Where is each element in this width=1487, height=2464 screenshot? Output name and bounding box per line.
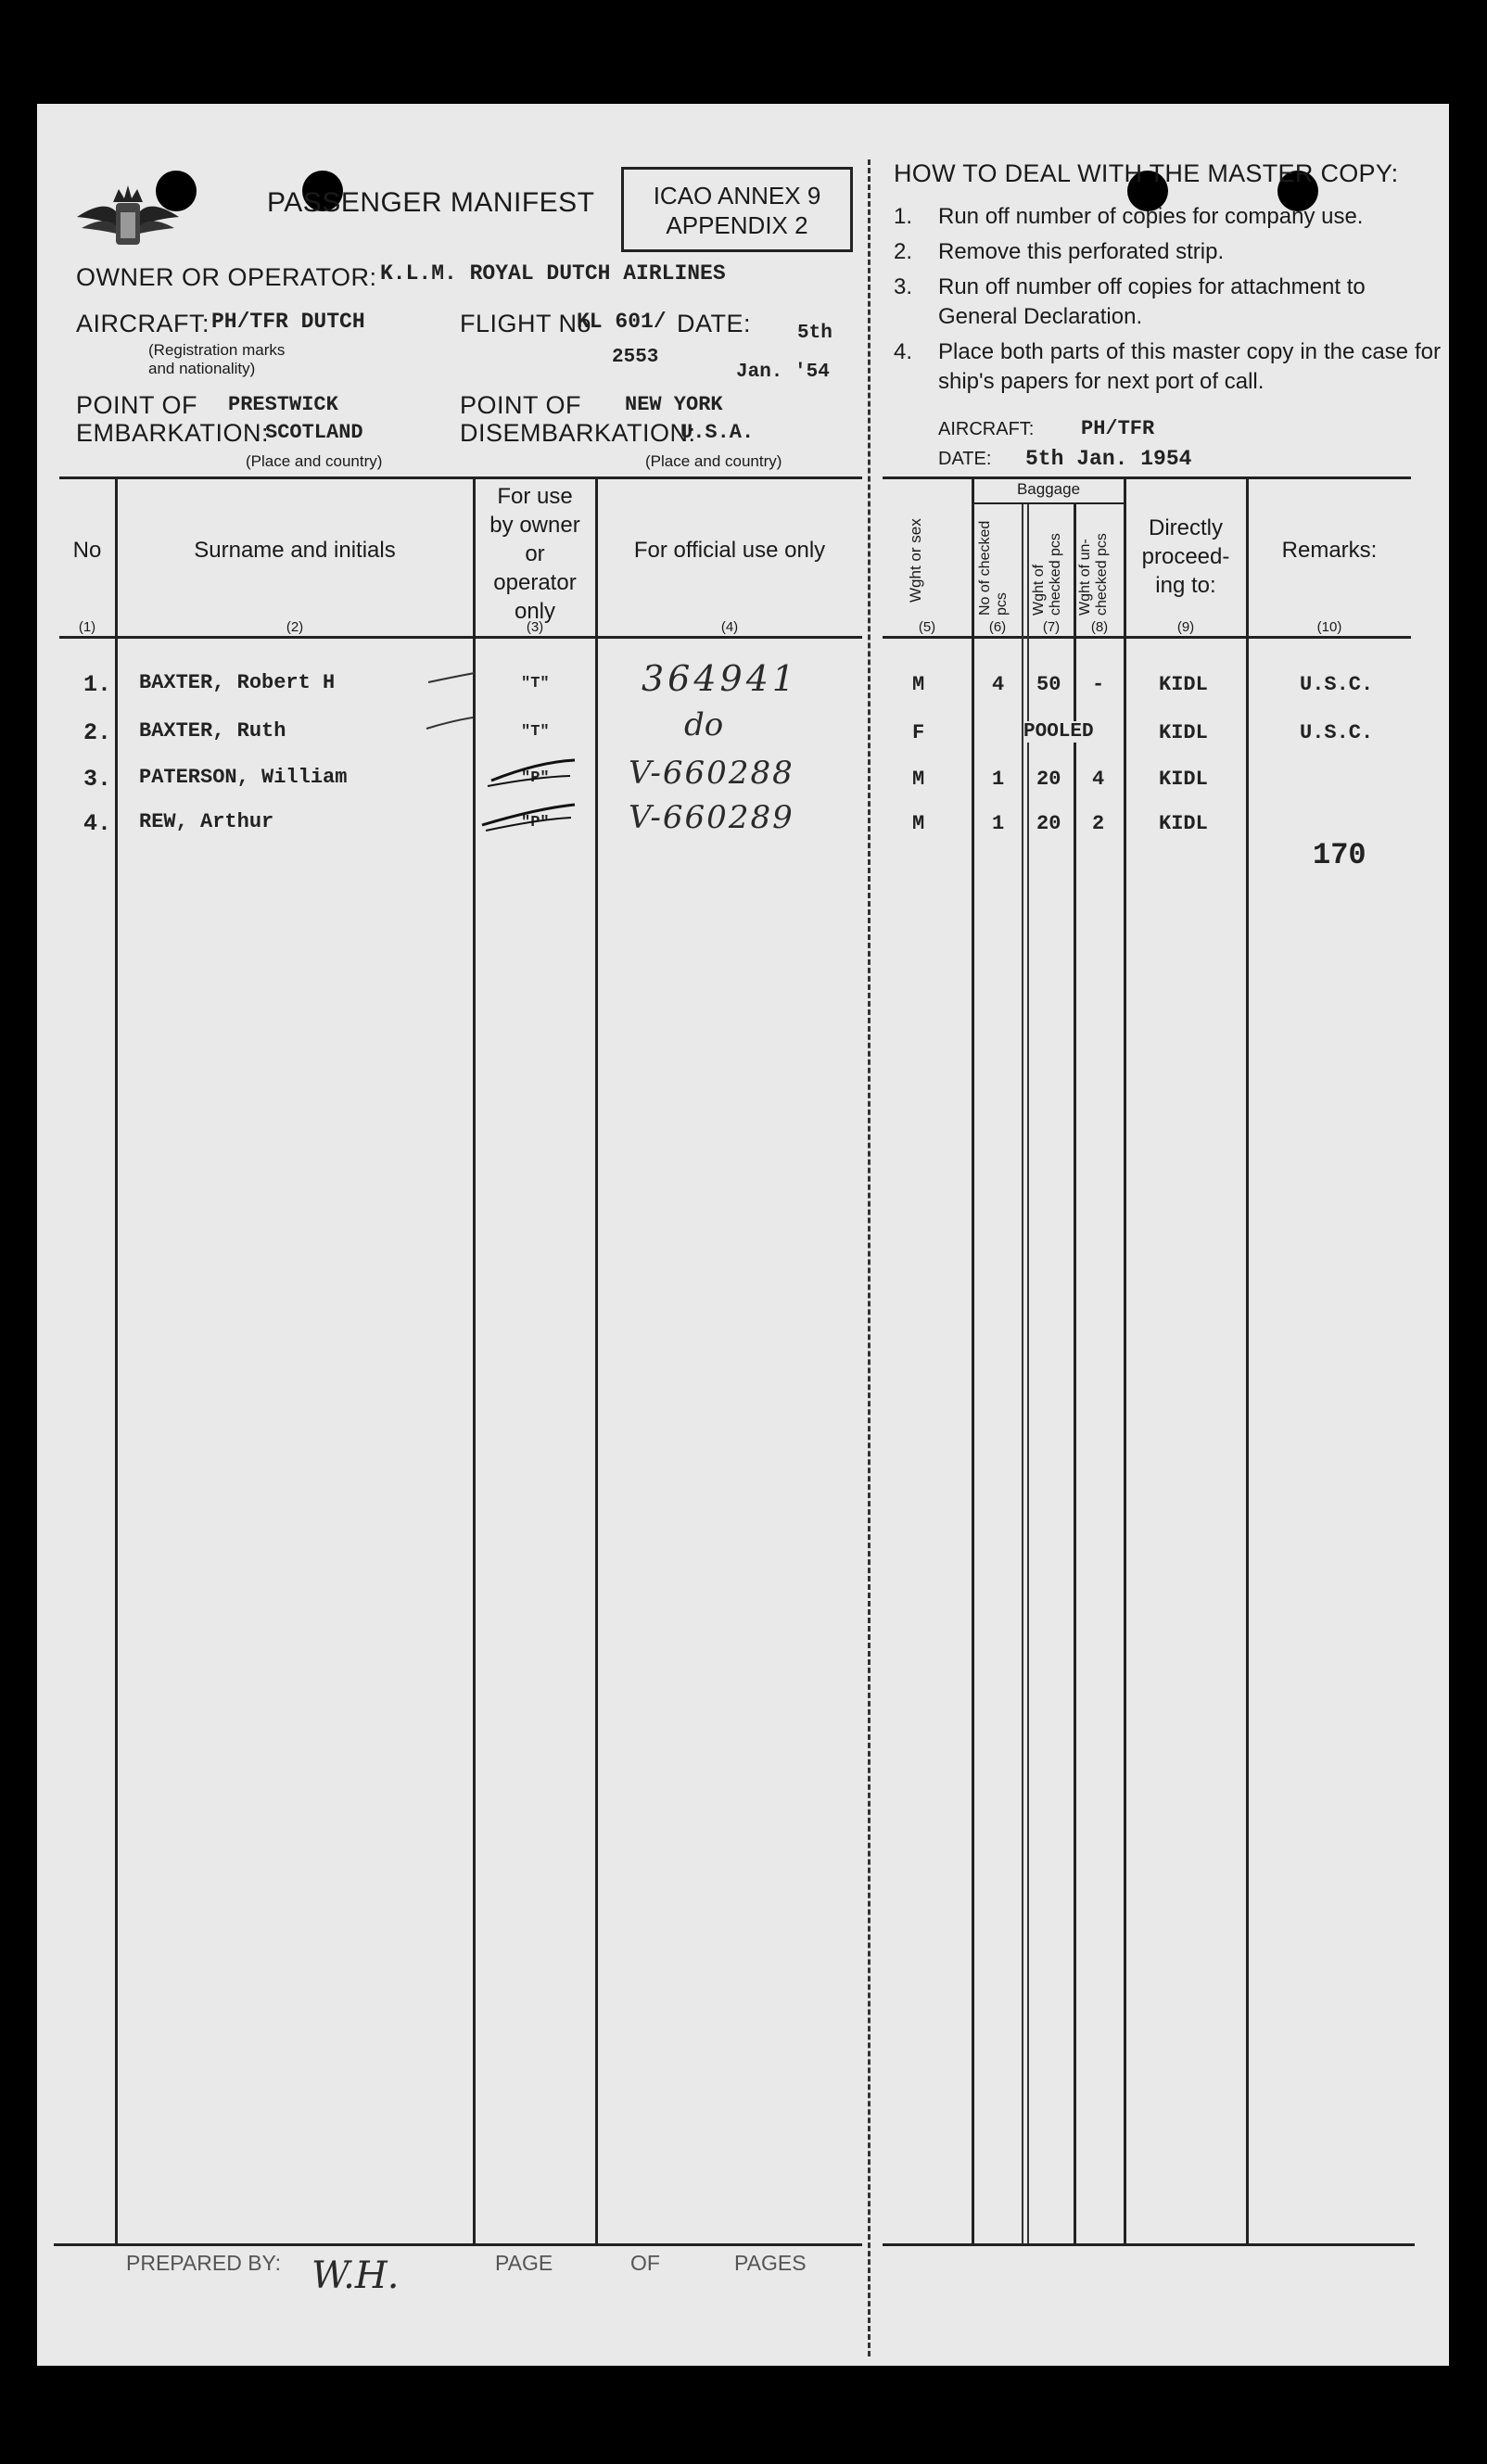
passenger-no: 3. — [83, 766, 112, 793]
owner-label: OWNER OR OPERATOR: — [76, 263, 377, 291]
col-number: (2) — [286, 619, 304, 635]
col-number: (1) — [78, 619, 96, 635]
col-owner-use-header — [475, 482, 595, 626]
instructions-heading: HOW TO DEAL WITH THE MASTER COPY: — [894, 159, 1399, 187]
passenger-checked-pcs: 1 — [992, 812, 1005, 835]
instruction-number: 4. — [894, 339, 913, 364]
column-divider — [1124, 476, 1126, 2243]
col-directly-line: ing to: — [1155, 573, 1216, 598]
col-directly-line: proceed- — [1141, 544, 1230, 569]
passenger-sex: M — [912, 812, 925, 835]
col-no-header: No — [72, 538, 102, 563]
master-aircraft-label: AIRCRAFT: — [938, 419, 1035, 439]
embarkation-country: SCOTLAND — [265, 421, 363, 444]
aircraft-value: PH/TFR DUTCH — [211, 310, 365, 334]
flight-extra-number: 2553 — [612, 347, 659, 368]
aircraft-label: AIRCRAFT: — [76, 310, 210, 337]
passenger-remarks: U.S.C. — [1300, 673, 1374, 696]
passenger-remarks: U.S.C. — [1300, 721, 1374, 744]
col-sex-header: Wght or sex — [907, 518, 924, 603]
column-divider — [1246, 476, 1249, 2243]
instructions-list — [894, 202, 1441, 397]
col-number: (9) — [1176, 619, 1195, 635]
passenger-official-number: V-660289 — [629, 799, 794, 836]
passenger-name: BAXTER, Robert H — [139, 671, 336, 694]
passenger-destination: KIDL — [1159, 721, 1208, 744]
passenger-unchecked-wght: 4 — [1092, 768, 1105, 791]
icao-annex-box — [621, 167, 853, 252]
column-divider — [972, 476, 974, 2243]
disembarkation-label: DISEMBARKATION: — [460, 419, 696, 447]
passenger-official-number: do — [684, 706, 724, 743]
passenger-checked-pcs: 1 — [992, 768, 1005, 791]
prepared-by-label: PREPARED BY: — [126, 2251, 282, 2275]
col-number: (10) — [1316, 619, 1342, 635]
passenger-tp-code: "P" — [521, 769, 550, 787]
flight-label: FLIGHT No — [460, 310, 592, 337]
embarkation-label: EMBARKATION: — [76, 419, 270, 447]
manifest-sheet — [37, 104, 1449, 2366]
passenger-checked-pcs: 4 — [992, 673, 1005, 696]
passenger-name: BAXTER, Ruth — [139, 719, 286, 743]
passenger-checked-wght: POOLED — [1023, 721, 1094, 743]
handwritten-strokes — [389, 660, 612, 864]
passenger-sex: F — [912, 721, 925, 744]
col-owner-use-line: For use — [497, 484, 573, 509]
date-month-year: Jan. '54 — [736, 362, 830, 383]
passenger-no: 4. — [83, 810, 112, 837]
col-number: (3) — [526, 619, 544, 635]
instruction-item — [894, 202, 1441, 232]
perforation-line — [868, 159, 871, 2356]
col-official-header: For official use only — [633, 538, 826, 563]
owner-value: K.L.M. ROYAL DUTCH AIRLINES — [380, 261, 726, 286]
passenger-destination: KIDL — [1159, 673, 1208, 696]
pages-label: PAGES — [734, 2251, 807, 2275]
col-baggage-header: Baggage — [1016, 480, 1081, 498]
header-bottom-rule — [59, 636, 862, 639]
table-bottom-rule — [883, 2243, 1415, 2246]
icao-appendix-line: APPENDIX 2 — [666, 211, 808, 239]
page-label: PAGE — [495, 2251, 553, 2275]
place-country-note: (Place and country) — [246, 452, 383, 470]
klm-crown-wings-logo — [72, 161, 184, 263]
embarkation-label: POINT OF — [76, 391, 198, 419]
col-number: (6) — [988, 619, 1007, 635]
date-day: 5th — [797, 323, 832, 344]
passenger-tp-code: "T" — [521, 723, 550, 741]
passenger-official-number: 364941 — [642, 658, 799, 699]
passenger-destination: KIDL — [1159, 812, 1208, 835]
passenger-name: PATERSON, William — [139, 766, 348, 789]
passenger-checked-wght: 20 — [1036, 768, 1061, 791]
instruction-number: 1. — [894, 204, 913, 229]
col-directly-line: Directly — [1148, 515, 1223, 540]
instruction-item — [894, 337, 1441, 397]
col-number: (7) — [1042, 619, 1061, 635]
col-directly-header — [1125, 514, 1246, 600]
instruction-text: Remove this perforated strip. — [938, 239, 1225, 264]
disembarkation-label: POINT OF — [460, 391, 582, 419]
col-owner-use-line: only — [514, 599, 556, 624]
icao-annex-line: ICAO ANNEX 9 — [653, 182, 821, 210]
instruction-text: Run off number of copies for company use. — [938, 204, 1364, 229]
passenger-unchecked-wght: 2 — [1092, 812, 1105, 835]
column-divider — [1022, 504, 1023, 2243]
passenger-tp-code: "P" — [521, 814, 550, 832]
passenger-checked-wght: 50 — [1036, 673, 1061, 696]
instruction-number: 2. — [894, 239, 913, 264]
passenger-destination: KIDL — [1159, 768, 1208, 791]
master-date-label: DATE: — [938, 449, 992, 469]
date-label: DATE: — [677, 310, 752, 337]
instruction-number: 3. — [894, 274, 913, 299]
flight-value: KL 601/ — [577, 310, 667, 334]
place-country-note: (Place and country) — [645, 452, 782, 470]
table-top-rule — [59, 476, 862, 479]
passenger-sex: M — [912, 673, 925, 696]
of-label: OF — [630, 2251, 660, 2275]
col-remarks-header: Remarks: — [1281, 538, 1378, 563]
col-unchecked-wght-header: Wght of un-checked pcs — [1077, 533, 1110, 616]
column-divider — [1027, 504, 1029, 2243]
col-checked-wght-header: Wght of checked pcs — [1031, 533, 1063, 616]
col-surname-header: Surname and initials — [194, 538, 396, 563]
passenger-unchecked-wght: - — [1092, 673, 1105, 696]
col-checked-pcs-header: No of checked pcs — [977, 520, 1010, 616]
instruction-text: Place both parts of this master copy in the case for ship's papers for next port of call. — [938, 339, 1441, 394]
instruction-item — [894, 273, 1441, 332]
master-date-value: 5th Jan. 1954 — [1025, 447, 1192, 471]
passenger-tp-code: "T" — [521, 675, 550, 692]
registration-note: (Registration marks — [148, 341, 286, 359]
instruction-item — [894, 237, 1441, 267]
passenger-sex: M — [912, 768, 925, 791]
col-number: (4) — [720, 619, 739, 635]
disembarkation-city: NEW YORK — [625, 393, 723, 416]
column-divider — [1074, 504, 1076, 2243]
annotation-total: 170 — [1313, 838, 1366, 872]
embarkation-city: PRESTWICK — [228, 393, 338, 416]
table-top-rule — [883, 476, 1411, 479]
prepared-by-signature: W.H. — [311, 2254, 400, 2297]
registration-note: and nationality) — [148, 360, 256, 377]
instruction-text: Run off number off copies for attachment to General Declaration. — [938, 274, 1366, 329]
passenger-official-number: V-660288 — [629, 755, 794, 792]
column-divider — [115, 476, 118, 2243]
disembarkation-country: U.S.A. — [680, 421, 755, 444]
col-owner-use-line: operator — [493, 570, 577, 595]
col-owner-use-line: or — [525, 541, 545, 566]
master-aircraft-value: PH/TFR — [1081, 417, 1155, 440]
table-bottom-rule — [54, 2243, 862, 2246]
col-number: (8) — [1090, 619, 1109, 635]
passenger-name: REW, Arthur — [139, 810, 274, 833]
passenger-checked-wght: 20 — [1036, 812, 1061, 835]
form-title: PASSENGER MANIFEST — [267, 187, 595, 218]
baggage-rule — [972, 502, 1125, 504]
header-bottom-rule — [883, 636, 1411, 639]
passenger-no: 2. — [83, 719, 112, 746]
col-owner-use-line: by owner — [489, 513, 580, 538]
col-number: (5) — [918, 619, 936, 635]
passenger-no: 1. — [83, 671, 112, 698]
